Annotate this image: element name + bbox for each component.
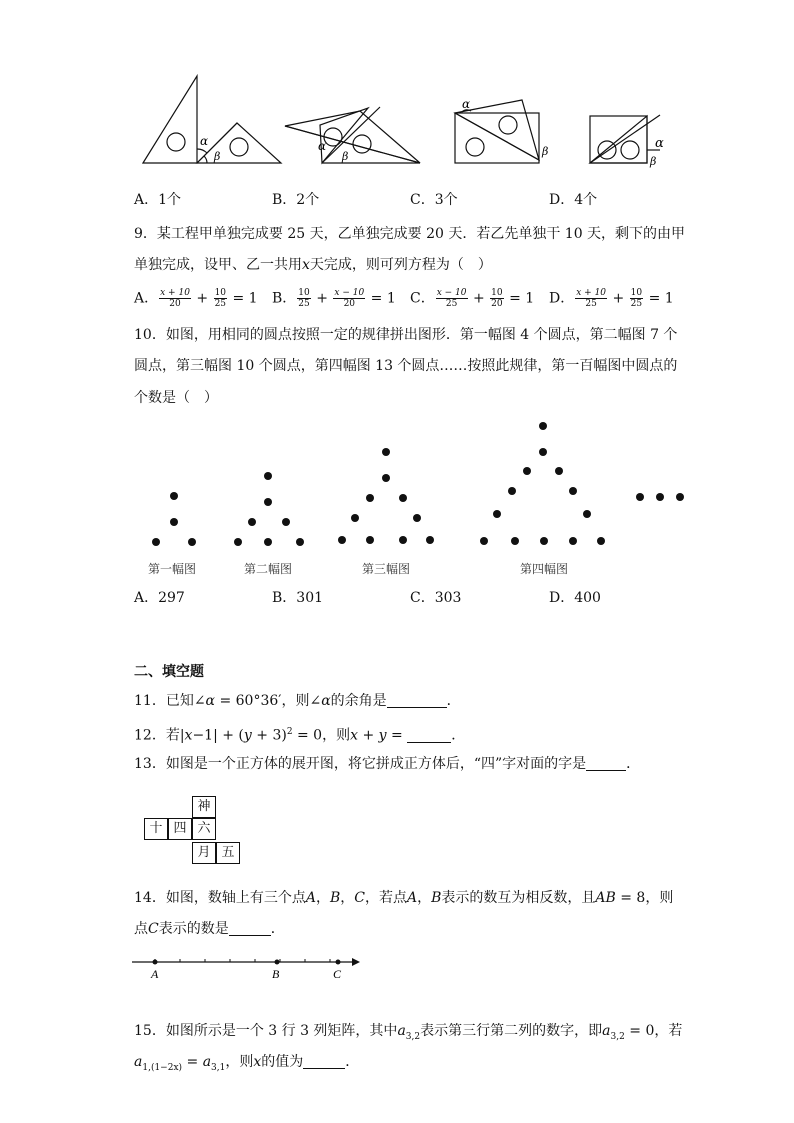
cube-net-cell-wu: 五 [216, 842, 240, 864]
q15-line1: 15．如图所示是一个 3 行 3 列矩阵，其中$a_{3,2}$表示第三行第二列的数字，即$a_{3,2} = 0$，若 [134, 1023, 683, 1042]
q12-line: 12．若$|x-1| + (y + 3)^2 = 0$，则x + y = ． [134, 727, 466, 744]
q8-option-b[interactable]: B．2个 [272, 192, 320, 208]
q8-figure-1 [143, 76, 281, 163]
cube-net-cell-shi: 十 [144, 818, 168, 840]
q8-fig3-beta: β [542, 145, 549, 158]
q10-figure-3 [338, 448, 434, 544]
q15-answer-blank[interactable] [303, 1054, 345, 1069]
q10-figure-1 [152, 492, 196, 546]
q14-answer-blank[interactable] [229, 921, 271, 936]
q8-fig4-beta: β [650, 155, 657, 168]
q14-axis-label-c: C [333, 967, 342, 981]
q9-c-eq: = 1 [509, 290, 535, 307]
cube-net-cell-shen: 神 [192, 796, 216, 818]
q9-line1: 9．某工程甲单独完成要 25 天，乙单独完成要 20 天．若乙先单独干 10 天，剩下的由甲 [134, 226, 686, 242]
q9-d-label: D． [549, 290, 575, 307]
q10-figure-4 [480, 422, 605, 545]
q9-option-d[interactable] [549, 288, 674, 309]
q11-answer-blank[interactable] [387, 693, 447, 708]
q10-caption-4: 第四幅图 [520, 562, 569, 576]
q8-option-c[interactable]: C．3个 [410, 192, 458, 208]
q10-option-d[interactable]: D．400 [549, 590, 601, 606]
q8-fig2-beta: β [342, 150, 349, 163]
q9-line2-a: 单独完成，设甲、乙一共用 [134, 257, 302, 273]
q10-line3: 个数是（ ） [134, 390, 218, 406]
q10-dot-figures [0, 410, 794, 550]
q9-line2 [134, 256, 492, 274]
q9-a-frac2: $\frac{10}{25}$ [214, 288, 227, 309]
q10-figure-2 [234, 472, 304, 546]
q14-line2: 点C表示的数是 ． [134, 921, 285, 937]
q10-line2: 圆点，第三幅图 10 个圆点，第四幅图 13 个圆点……按照此规律，第一百幅图中圆点的 [134, 358, 678, 374]
q11-line: 11．已知∠α = 60°36′，则∠α的余角是 ． [134, 693, 461, 709]
q13-line: 13．如图是一个正方体的展开图，将它拼成正方体后，“四”字对面的字是 ． [134, 756, 641, 772]
q14-number-line [130, 954, 370, 984]
q9-c-label: C． [410, 290, 435, 307]
q8-option-d[interactable]: D．4个 [549, 192, 598, 208]
q10-caption-2: 第二幅图 [244, 562, 293, 576]
q9-var-x: x [302, 257, 310, 273]
q9-d-frac1: $\frac{x + 10}{25}$ [576, 288, 607, 309]
q8-fig1-alpha: α [200, 134, 209, 148]
q10-option-a[interactable]: A．297 [134, 590, 185, 606]
q12-answer-blank[interactable] [407, 728, 451, 743]
q9-c-op: + [472, 290, 485, 307]
q9-a-frac1: $\frac{x + 10}{20}$ [160, 288, 190, 309]
q9-b-frac2: $\frac{x - 10}{20}$ [334, 288, 365, 309]
q9-b-label: B． [272, 290, 297, 307]
q9-b-op: + [316, 290, 328, 307]
q8-option-a[interactable]: A．1个 [134, 192, 182, 208]
cube-net-cell-yue: 月 [192, 842, 216, 864]
cube-net-cell-liu: 六 [192, 818, 216, 840]
q9-d-frac2: $\frac{10}{25}$ [630, 288, 643, 309]
q14-axis-label-b: B [272, 967, 280, 981]
q13-answer-blank[interactable] [586, 756, 626, 771]
q10-ellipsis-dots [636, 493, 684, 501]
q15-line2: $a_{1,(1-2x)} = a_{3,1}$，则x的值为 ． [134, 1054, 360, 1073]
q9-option-a[interactable] [134, 288, 258, 309]
q8-fig3-alpha: α [462, 97, 471, 111]
q9-d-op: + [612, 290, 625, 307]
cube-net-cell-si: 四 [168, 818, 192, 840]
q9-b-eq: = 1 [370, 290, 396, 307]
q9-c-frac2: $\frac{10}{20}$ [491, 288, 503, 309]
q10-caption-1: 第一幅图 [148, 562, 197, 576]
q8-fig2-alpha: α [318, 139, 327, 153]
q9-a-label: A． [134, 290, 159, 307]
q10-option-c[interactable]: C．303 [410, 590, 462, 606]
q8-fig4-alpha: α [655, 136, 664, 151]
section-title-fill-blank: 二、填空题 [134, 664, 204, 680]
q14-line1: 14．如图，数轴上有三个点A，B，C，若点A，B表示的数互为相反数，且AB = 8，则 [134, 890, 674, 906]
q9-d-eq: = 1 [648, 290, 674, 307]
q10-option-b[interactable]: B．301 [272, 590, 324, 606]
q8-figures [0, 0, 794, 190]
q9-option-b[interactable] [272, 288, 396, 309]
q9-b-frac1: $\frac{10}{25}$ [298, 288, 310, 309]
q8-fig1-beta: β [214, 150, 221, 163]
q9-a-op: + [196, 290, 209, 307]
q14-axis-label-a: A [151, 967, 159, 981]
q9-option-c[interactable] [410, 288, 534, 309]
q9-line2-b: 天完成，则可列方程为（ ） [309, 257, 492, 273]
q10-caption-3: 第三幅图 [362, 562, 411, 576]
q9-a-eq: = 1 [232, 290, 258, 307]
q9-c-frac1: $\frac{x - 10}{25}$ [436, 288, 467, 309]
q10-line1: 10．如图，用相同的圆点按照一定的规律拼出图形．第一幅图 4 个圆点，第二幅图 7 个 [134, 327, 678, 343]
q8-figure-2 [285, 107, 420, 163]
